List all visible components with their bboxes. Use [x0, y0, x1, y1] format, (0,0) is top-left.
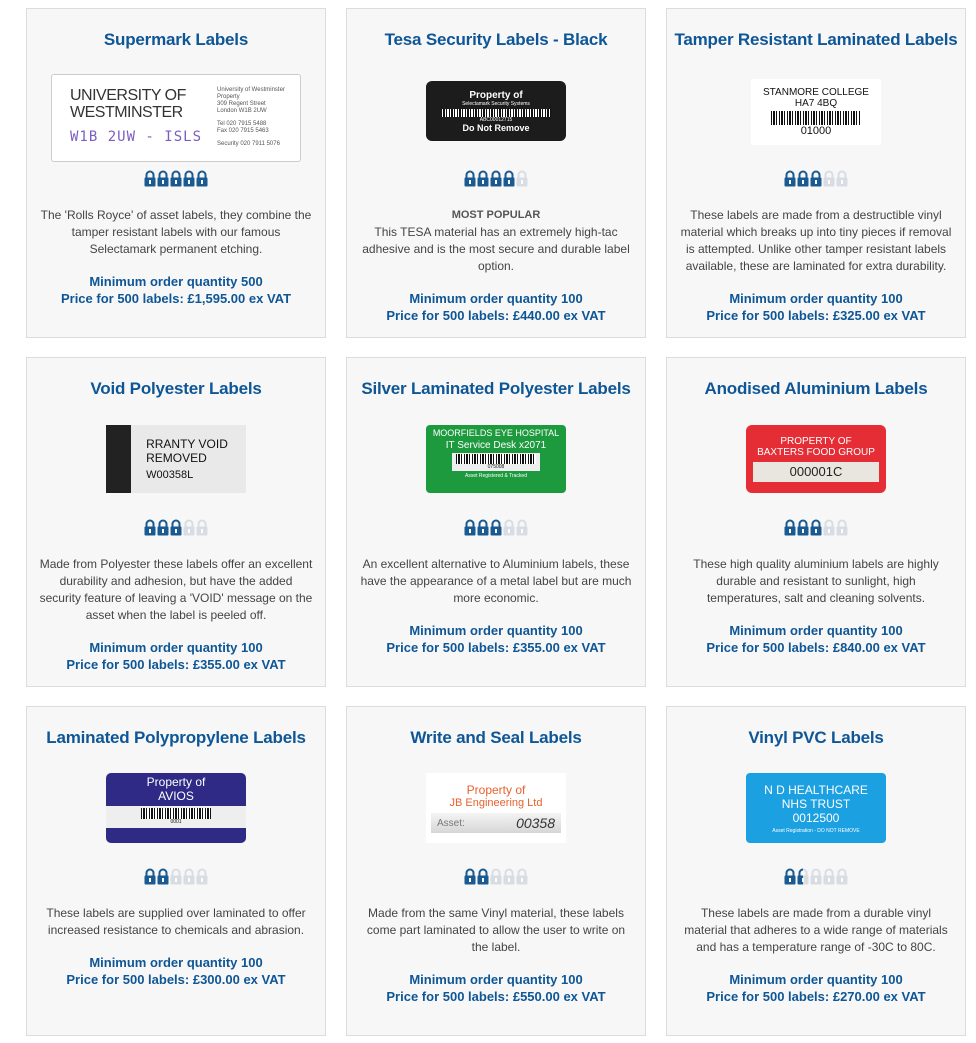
padlock-icon: [170, 170, 182, 187]
padlock-icon: [516, 170, 528, 187]
label-text: Property of: [466, 783, 526, 797]
product-title[interactable]: Void Polyester Labels: [90, 379, 262, 398]
label-text: 0012500: [792, 810, 840, 825]
security-rating: [784, 519, 848, 536]
product-title[interactable]: Vinyl PVC Labels: [748, 728, 884, 747]
label-text: 075008: [487, 464, 505, 470]
min-order: Minimum order quantity 500: [89, 274, 263, 289]
product-title[interactable]: Supermark Labels: [103, 30, 249, 49]
description-text: This TESA material has an extremely high-tac adhesive and is the most secure and durable label option.: [362, 225, 630, 273]
padlock-icon: [144, 868, 156, 885]
price: Price for 500 labels: £270.00 ex VAT: [706, 989, 926, 1004]
product-card-anodised-aluminium: [666, 357, 966, 687]
price: Price for 500 labels: £550.00 ex VAT: [386, 989, 606, 1004]
padlock-icon: [183, 519, 195, 536]
product-card-void-polyester: [26, 357, 326, 687]
security-rating: [144, 519, 208, 536]
label-text: Tel 020 7915 5488: [217, 121, 267, 127]
product-image[interactable]: [426, 425, 566, 493]
padlock-icon: [836, 519, 848, 536]
padlock-icon: [784, 868, 796, 885]
label-text: Asset:: [437, 817, 465, 829]
label-text: STANMORE COLLEGE: [763, 87, 869, 98]
padlock-icon: [784, 170, 796, 187]
label-text: UNIVERSITY OF: [70, 87, 186, 104]
product-title[interactable]: Write and Seal Labels: [410, 728, 582, 747]
product-image[interactable]: [751, 79, 881, 145]
min-order: Minimum order quantity 100: [409, 623, 583, 638]
product-card-laminated-polypropylene: [26, 706, 326, 1036]
padlock-icon: [157, 170, 169, 187]
padlock-icon: [490, 868, 502, 885]
padlock-icon: [823, 868, 835, 885]
product-description: [39, 905, 313, 939]
padlock-icon: [196, 519, 208, 536]
padlock-icon: [797, 519, 809, 536]
product-image[interactable]: [426, 773, 566, 843]
security-rating: [464, 519, 528, 536]
product-image[interactable]: [426, 81, 566, 141]
product-card-supermark: [26, 8, 326, 338]
price: Price for 500 labels: £840.00 ex VAT: [706, 640, 926, 655]
description-text: These labels are supplied over laminated to offer increased resistance to chemicals and abrasion.: [46, 906, 306, 937]
product-description: [359, 556, 633, 607]
label-text: NHS TRUST: [781, 796, 851, 811]
padlock-icon: [503, 170, 515, 187]
product-image[interactable]: [106, 773, 246, 843]
label-text: AVIOS: [158, 789, 194, 803]
padlock-icon: [477, 170, 489, 187]
padlock-icon: [490, 519, 502, 536]
label-text: RRANTY VOID: [146, 437, 228, 451]
description-text: Made from Polyester these labels offer an excellent durability and adhesion, but have the added security feature of leaving a 'VOID' message on the asset when the label is peeled off.: [39, 557, 313, 622]
label-text: Property of: [469, 89, 523, 101]
padlock-icon: [157, 868, 169, 885]
padlock-icon: [810, 868, 822, 885]
label-text: Selectamark Security Systems: [462, 100, 530, 107]
label-text: 01000: [800, 125, 832, 137]
label-text: Fax 020 7915 5463: [217, 128, 269, 134]
padlock-icon: [183, 170, 195, 187]
label-text: JB Engineering Ltd: [449, 797, 543, 809]
padlock-icon: [810, 170, 822, 187]
product-title[interactable]: Silver Laminated Polyester Labels: [361, 379, 631, 398]
description-text: An excellent alternative to Aluminium labels, these have the appearance of a metal label but are much more economic.: [360, 557, 632, 605]
product-card-silver-laminated: [346, 357, 646, 687]
min-order: Minimum order quantity 100: [89, 640, 263, 655]
padlock-icon: [503, 519, 515, 536]
padlock-icon: [183, 868, 195, 885]
security-rating: [784, 170, 848, 187]
product-description: [359, 905, 633, 956]
label-text: Asset Registration - DO NOT REMOVE: [772, 827, 860, 834]
label-text: London W1B 2UW: [217, 108, 267, 114]
product-description: [679, 207, 953, 275]
label-text: W00358L: [146, 469, 194, 481]
label-text: University of Westminster: [217, 87, 285, 93]
padlock-icon: [503, 868, 515, 885]
product-title[interactable]: Tesa Security Labels - Black: [384, 30, 608, 49]
padlock-icon: [784, 519, 796, 536]
padlock-icon: [157, 519, 169, 536]
padlock-icon: [823, 519, 835, 536]
product-image[interactable]: [106, 425, 246, 493]
padlock-icon: [516, 868, 528, 885]
price: Price for 500 labels: £355.00 ex VAT: [66, 657, 286, 672]
padlock-icon: [797, 170, 809, 187]
padlock-icon: [464, 170, 476, 187]
label-text: Security 020 7911 5076: [217, 141, 280, 147]
min-order: Minimum order quantity 100: [729, 972, 903, 987]
product-description: [39, 207, 313, 258]
label-text: N D HEALTHCARE: [764, 782, 868, 797]
security-rating: [144, 170, 208, 187]
price: Price for 500 labels: £355.00 ex VAT: [386, 640, 606, 655]
security-rating: [464, 170, 528, 187]
min-order: Minimum order quantity 100: [409, 972, 583, 987]
security-rating: [464, 868, 528, 885]
description-text: These labels are made from a destructible vinyl material which breaks up into tiny pieces if removal is attempted. Unlike other tamper resistant labels available, these are laminated for extra durability.: [680, 208, 952, 273]
min-order: Minimum order quantity 100: [729, 623, 903, 638]
padlock-icon: [196, 868, 208, 885]
product-description: [679, 905, 953, 956]
product-image[interactable]: [746, 425, 886, 493]
label-text: REMOVED: [146, 451, 207, 465]
price: Price for 500 labels: £300.00 ex VAT: [66, 972, 286, 987]
label-text: Property: [217, 94, 240, 100]
padlock-icon: [170, 519, 182, 536]
price: Price for 500 labels: £440.00 ex VAT: [386, 308, 606, 323]
label-text: Do Not Remove: [462, 122, 530, 133]
padlock-icon: [196, 170, 208, 187]
label-etch: W1B 2UW - ISLS: [70, 129, 203, 145]
product-card-tamper-resistant: [666, 8, 966, 338]
product-title[interactable]: Anodised Aluminium Labels: [704, 379, 928, 398]
product-description: [359, 207, 633, 275]
padlock-icon: [477, 519, 489, 536]
padlock-icon: [464, 519, 476, 536]
padlock-icon: [490, 170, 502, 187]
label-text: ABC00012715: [479, 116, 513, 123]
description-text: Made from the same Vinyl material, these labels come part laminated to allow the user to write on the label.: [366, 906, 626, 954]
padlock-icon: [836, 868, 848, 885]
label-text: 00358: [516, 815, 555, 831]
min-order: Minimum order quantity 100: [729, 291, 903, 306]
description-text: These high quality aluminium labels are highly durable and resistant to sunlight, high temperatures, salt and cleaning solvents.: [693, 557, 939, 605]
padlock-icon: [797, 868, 809, 885]
product-title[interactable]: Laminated Polypropylene Labels: [46, 728, 306, 747]
product-description: [39, 556, 313, 624]
padlock-icon: [516, 519, 528, 536]
product-card-tesa: [346, 8, 646, 338]
label-text: 000001C: [753, 462, 879, 482]
label-text: 309 Regent Street: [217, 101, 266, 107]
label-text: Property of: [146, 775, 206, 789]
label-text: 0001: [170, 819, 182, 825]
label-text: HA7 4BQ: [794, 98, 838, 109]
padlock-icon: [836, 170, 848, 187]
price: Price for 500 labels: £325.00 ex VAT: [706, 308, 926, 323]
padlock-icon: [170, 868, 182, 885]
label-text: PROPERTY OF: [780, 436, 852, 447]
product-image[interactable]: [746, 773, 886, 843]
label-text: IT Service Desk x2071: [445, 440, 547, 451]
padlock-icon: [823, 170, 835, 187]
min-order: Minimum order quantity 100: [89, 955, 263, 970]
padlock-icon: [464, 868, 476, 885]
min-order: Minimum order quantity 100: [409, 291, 583, 306]
label-text: Asset Registered & Tracked: [465, 473, 527, 479]
security-rating: [784, 868, 848, 885]
padlock-icon: [144, 519, 156, 536]
product-description: [679, 556, 953, 607]
label-text: BAXTERS FOOD GROUP: [757, 447, 875, 458]
product-image[interactable]: [51, 74, 301, 162]
description-text: These labels are made from a durable vinyl material that adheres to a wide range of materials and has a temperature range of -30C to 80C.: [684, 906, 948, 954]
padlock-icon: [477, 868, 489, 885]
label-text: WESTMINSTER: [70, 104, 183, 121]
label-text: MOORFIELDS EYE HOSPITAL: [432, 428, 560, 438]
padlock-icon: [144, 170, 156, 187]
product-card-vinyl-pvc: [666, 706, 966, 1036]
popular-badge: MOST POPULAR: [451, 209, 541, 221]
product-card-write-and-seal: [346, 706, 646, 1036]
price: Price for 500 labels: £1,595.00 ex VAT: [60, 291, 292, 306]
product-title[interactable]: Tamper Resistant Laminated Labels: [674, 30, 958, 49]
security-rating: [144, 868, 208, 885]
padlock-icon: [810, 519, 822, 536]
description-text: The 'Rolls Royce' of asset labels, they combine the tamper resistant labels with our famous Selectamark permanent etching.: [40, 208, 312, 256]
